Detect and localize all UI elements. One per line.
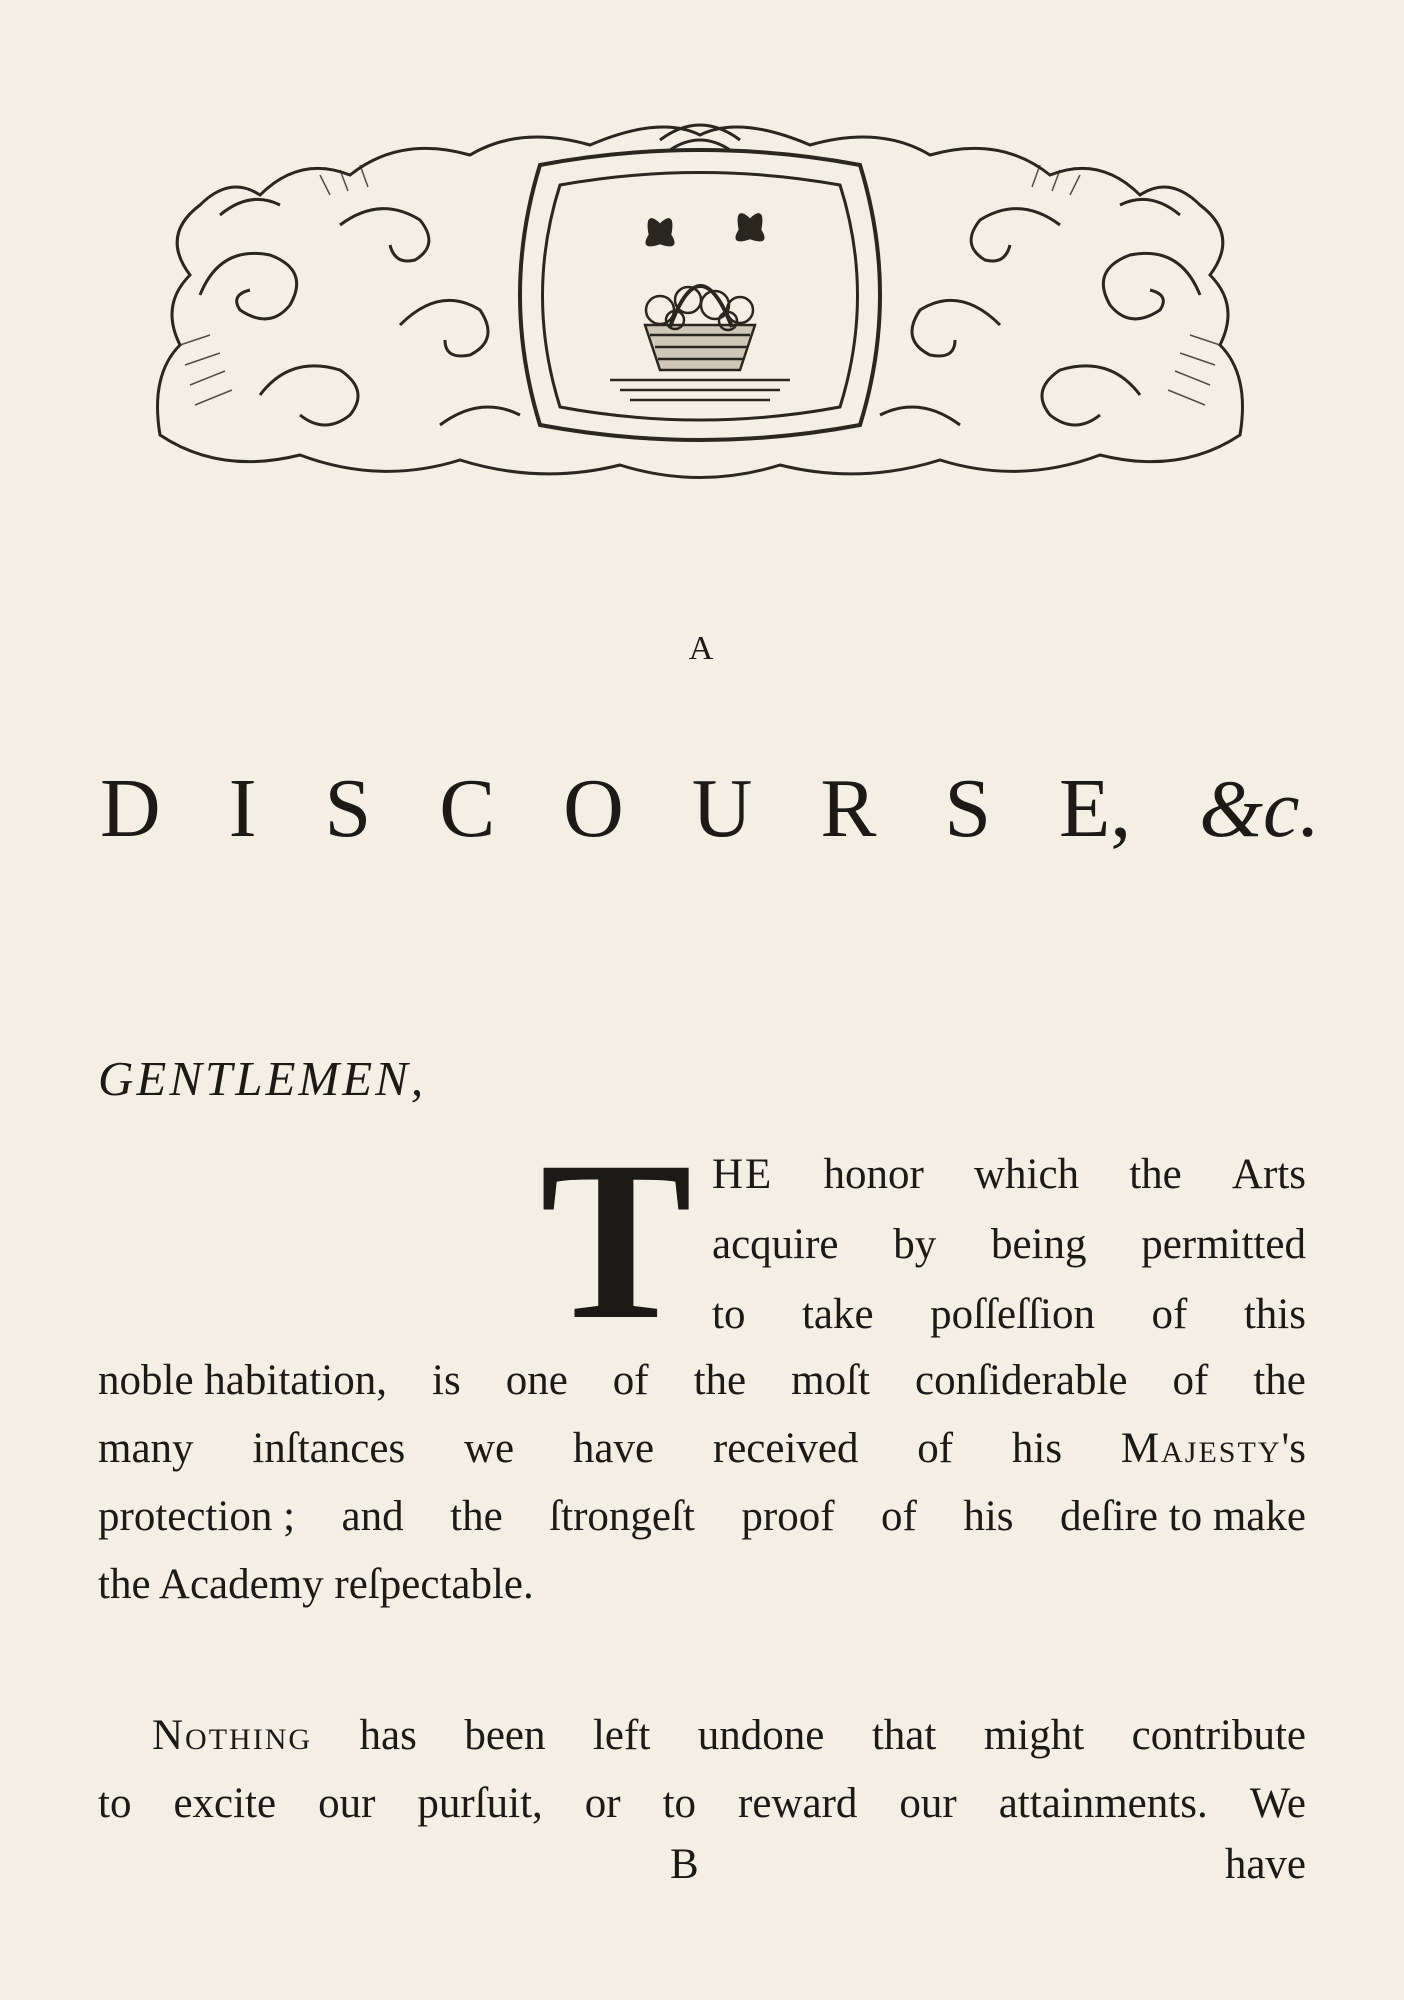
word: that bbox=[871, 1712, 937, 1759]
paragraph-2 bbox=[98, 1702, 1306, 1838]
word: might bbox=[983, 1712, 1085, 1759]
word: of bbox=[881, 1493, 917, 1540]
word: poſſeſſion bbox=[930, 1291, 1095, 1338]
text-line bbox=[712, 1280, 1306, 1350]
title-letter: D bbox=[100, 762, 161, 855]
title-letter: R bbox=[820, 762, 877, 855]
title-etc: &c. bbox=[1199, 763, 1320, 854]
word: conſiderable bbox=[915, 1357, 1128, 1404]
paragraph-1-body bbox=[98, 1347, 1306, 1619]
title-letter: U bbox=[691, 762, 753, 855]
word: we bbox=[463, 1425, 515, 1472]
word: excite bbox=[173, 1780, 277, 1827]
word: contribute bbox=[1131, 1712, 1306, 1759]
word: ſtrongeſt bbox=[549, 1493, 695, 1540]
word: inſtances bbox=[252, 1425, 406, 1472]
word: to bbox=[98, 1780, 132, 1827]
word: noble habitation, bbox=[98, 1357, 387, 1404]
word: being bbox=[990, 1221, 1087, 1268]
salutation: GENTLEMEN, bbox=[98, 1051, 427, 1106]
page-footer bbox=[98, 1840, 1306, 1900]
text-line bbox=[98, 1551, 1306, 1619]
paragraph-1-indented bbox=[712, 1140, 1306, 1350]
word: the bbox=[693, 1357, 747, 1404]
text-line bbox=[712, 1210, 1306, 1280]
word: of bbox=[1172, 1357, 1209, 1404]
word: acquire bbox=[712, 1221, 839, 1268]
text-line bbox=[98, 1483, 1306, 1551]
title-letter: I bbox=[228, 762, 257, 855]
page-title bbox=[100, 760, 1320, 857]
word: of bbox=[612, 1357, 649, 1404]
word: protection ; bbox=[98, 1493, 296, 1540]
word: purſuit, bbox=[417, 1780, 543, 1827]
title-letter: O bbox=[563, 762, 624, 855]
title-letter: S bbox=[944, 762, 992, 855]
word: his bbox=[1011, 1425, 1063, 1472]
signature-mark: B bbox=[670, 1841, 699, 1888]
word: HE bbox=[712, 1151, 774, 1198]
word: the Academy reſpectable. bbox=[98, 1561, 534, 1608]
word: and bbox=[341, 1493, 404, 1540]
title-letter: C bbox=[439, 762, 496, 855]
word: which bbox=[973, 1151, 1080, 1198]
word: one bbox=[505, 1357, 568, 1404]
word: the bbox=[1129, 1151, 1182, 1198]
word: the bbox=[1253, 1357, 1306, 1404]
text-line bbox=[98, 1770, 1306, 1838]
word: Nothing bbox=[152, 1712, 313, 1759]
article-a: A bbox=[688, 630, 716, 667]
word: of bbox=[917, 1425, 954, 1472]
word: take bbox=[801, 1291, 874, 1338]
majesty-word: Majesty's bbox=[1120, 1425, 1306, 1472]
word: permitted bbox=[1141, 1221, 1306, 1268]
word: of bbox=[1151, 1291, 1188, 1338]
word: deſire to make bbox=[1060, 1493, 1306, 1540]
text-line bbox=[98, 1347, 1306, 1415]
ornamental-headpiece bbox=[140, 95, 1260, 495]
text-line bbox=[712, 1140, 1306, 1210]
text-line bbox=[98, 1415, 1306, 1483]
word: attainments. bbox=[998, 1780, 1208, 1827]
word: have bbox=[572, 1425, 655, 1472]
word: many bbox=[98, 1425, 194, 1472]
word: received bbox=[712, 1425, 859, 1472]
word: proof bbox=[741, 1493, 835, 1540]
catchword: have bbox=[1224, 1841, 1306, 1888]
word: Arts bbox=[1231, 1151, 1306, 1198]
word: honor bbox=[823, 1151, 924, 1198]
text-line bbox=[98, 1702, 1306, 1770]
word: We bbox=[1249, 1780, 1306, 1827]
word: undone bbox=[697, 1712, 825, 1759]
word: reward bbox=[738, 1780, 858, 1827]
word: our bbox=[899, 1780, 957, 1827]
word: by bbox=[893, 1221, 937, 1268]
word: to bbox=[712, 1291, 746, 1338]
word: moſt bbox=[791, 1357, 870, 1404]
word: been bbox=[464, 1712, 546, 1759]
word: left bbox=[592, 1712, 651, 1759]
word: is bbox=[432, 1357, 461, 1404]
title-letter: S bbox=[324, 762, 372, 855]
word: his bbox=[963, 1493, 1014, 1540]
word: the bbox=[450, 1493, 503, 1540]
word: or bbox=[584, 1780, 621, 1827]
word: our bbox=[318, 1780, 376, 1827]
title-letter: E, bbox=[1059, 762, 1132, 855]
word: this bbox=[1243, 1291, 1306, 1338]
drop-cap: T bbox=[540, 1115, 693, 1367]
word: has bbox=[359, 1712, 417, 1759]
word: to bbox=[662, 1780, 697, 1827]
